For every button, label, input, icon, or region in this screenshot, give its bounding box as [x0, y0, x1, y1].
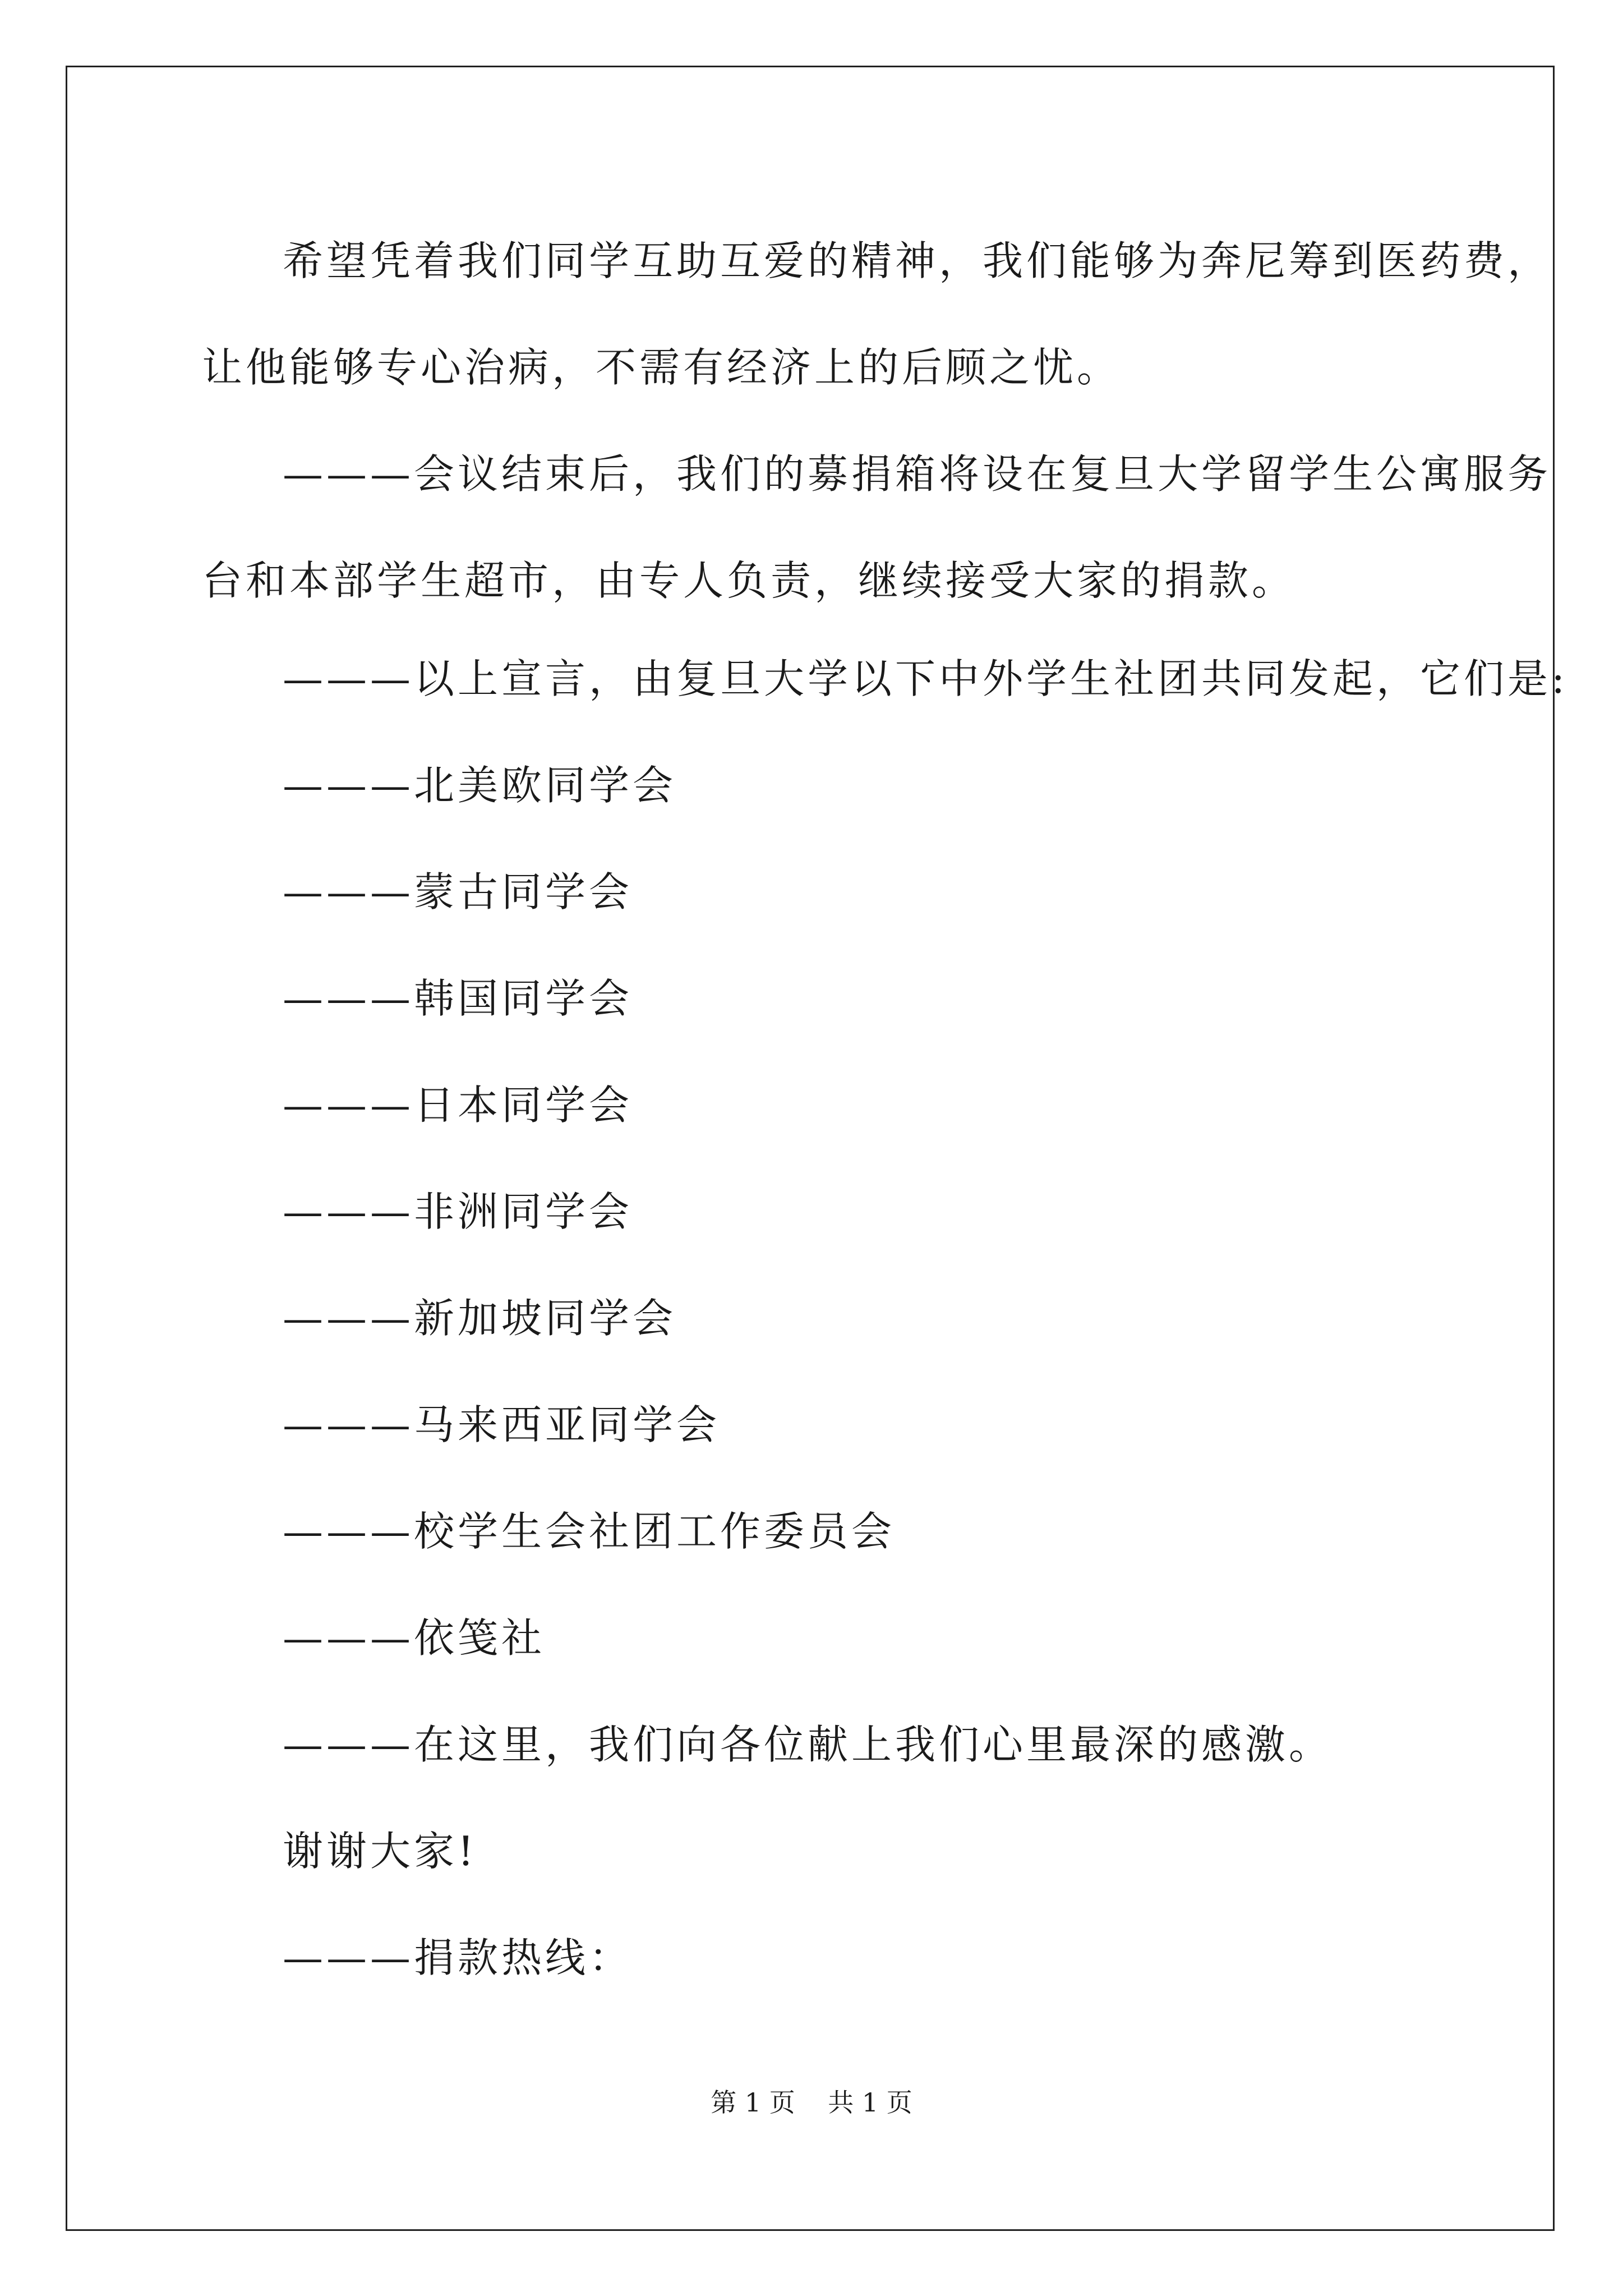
paragraph-2-line-1: ———会议结束后，我们的募捐箱将设在复旦大学留学生公寓服务: [283, 450, 1552, 498]
paragraph-2-line-2: 台和本部学生超市，由专人负责，继续接受大家的捐款。: [202, 557, 1296, 604]
page-number-footer: 第 1 页 共 1 页: [711, 2087, 912, 2118]
sponsor-item: ———日本同学会: [283, 1082, 633, 1129]
gratitude-line: ———在这里，我们向各位献上我们心里最深的感激。: [283, 1721, 1333, 1768]
thanks-line: 谢谢大家!: [283, 1828, 477, 1875]
paragraph-1-line-1: 希望凭着我们同学互助互爱的精神，我们能够为奔尼筹到医药费，: [283, 237, 1552, 284]
donation-hotline-line: ———捐款热线：: [283, 1934, 633, 1981]
sponsor-item: ———非洲同学会: [283, 1188, 633, 1235]
sponsor-item: ———马来西亚同学会: [283, 1401, 721, 1448]
sponsor-item: ———校学生会社团工作委员会: [283, 1508, 896, 1555]
sponsor-item: ———新加坡同学会: [283, 1295, 677, 1342]
sponsor-item: ———韩国同学会: [283, 975, 633, 1022]
paragraph-1-line-2: 让他能够专心治病，不需有经济上的后顾之忧。: [202, 344, 1121, 391]
sponsor-item: ———蒙古同学会: [283, 868, 633, 915]
sponsor-intro-line: ———以上宣言，由复旦大学以下中外学生社团共同发起，它们是:: [283, 655, 1569, 702]
sponsor-item: ———北美欧同学会: [283, 762, 677, 809]
sponsor-item: ———依笺社: [283, 1614, 546, 1662]
